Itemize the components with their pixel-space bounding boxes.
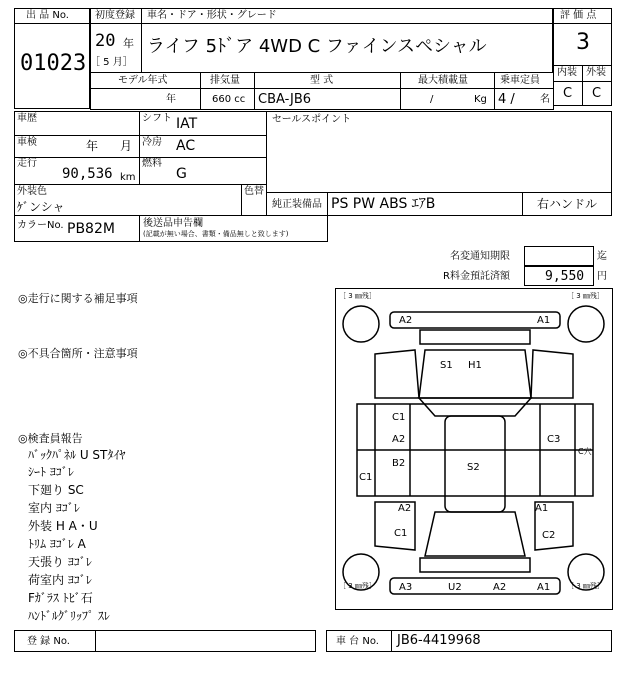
- interior-grade: C: [563, 86, 573, 101]
- model-year-suffix: 年: [166, 94, 176, 105]
- mileage: 90,536: [62, 166, 113, 182]
- damage-mark: B2: [392, 458, 406, 469]
- damage-mark: S1: [440, 360, 453, 371]
- car-name: ライフ 5ﾄﾞア 4WD C ファインスペシャル: [147, 36, 487, 57]
- docs-note: (記載が無い場合、書類・備品無しと致します): [143, 230, 289, 238]
- max-load: /: [430, 94, 434, 105]
- damage-mark: A2: [392, 434, 406, 445]
- mileage-unit: km: [120, 172, 136, 183]
- inspector-item: 天張り ﾖｺﾞﾚ: [28, 555, 92, 569]
- capacity-label: 乗車定員: [500, 75, 540, 86]
- damage-mark: A3: [399, 582, 413, 593]
- handle: 右ハンドル: [537, 197, 598, 211]
- damage-mark: A1: [537, 315, 551, 326]
- docs-label: 後送品申告欄: [143, 218, 203, 229]
- damage-mark: H1: [468, 360, 482, 371]
- inspector-item: ｼｰﾄ ﾖｺﾞﾚ: [28, 465, 74, 479]
- max-load-unit: Kg: [474, 94, 487, 105]
- damage-mark: S2: [467, 462, 480, 473]
- shift-label: シフト: [142, 113, 172, 124]
- capacity-unit: 名: [540, 94, 550, 105]
- damage-mark: C1: [392, 412, 406, 423]
- recolor-label: 色替: [244, 186, 264, 197]
- damage-mark: C穴: [578, 447, 592, 456]
- tire-tread-rl: ［ 3 ㎜残］: [339, 582, 376, 590]
- inspection-month: 月: [120, 139, 133, 153]
- first-reg-year: 20: [95, 31, 116, 51]
- deadline-unit: 迄: [597, 251, 607, 262]
- recycle-label: R料金預託済額: [443, 271, 510, 282]
- damage-mark: A2: [399, 315, 413, 326]
- reg-no-cell: [95, 630, 316, 652]
- first-reg-label: 初度登録: [95, 10, 135, 21]
- damage-mark: A2: [493, 582, 507, 593]
- rating: 3: [576, 30, 590, 55]
- car-damage-diagram: [335, 288, 613, 610]
- first-reg-month: ［ 5 月］: [90, 57, 133, 68]
- recycle-unit: 円: [597, 271, 607, 282]
- inspector-item: 荷室内 ﾖｺﾞﾚ: [28, 573, 92, 587]
- driving-remarks-label: ◎走行に関する補足事項: [18, 292, 138, 305]
- capacity: 4 /: [498, 92, 515, 107]
- exterior-label: 外装: [586, 67, 606, 78]
- lot-no-label: 出 品 No.: [26, 10, 69, 21]
- inspector-item: ﾄﾘﾑ ﾖｺﾞﾚ A: [28, 537, 86, 551]
- inspector-item: ﾊﾞｯｸﾊﾟﾈﾙ U STﾀｲﾔ: [28, 448, 126, 462]
- ac-label: 冷房: [142, 137, 162, 148]
- inspector-item: 下廻り SC: [28, 483, 84, 497]
- damage-mark: C1: [359, 472, 373, 483]
- interior-label: 内装: [557, 67, 577, 78]
- chassis-label: 車 台 No.: [336, 636, 379, 647]
- ac: AC: [176, 138, 196, 154]
- color-no: PB82M: [67, 221, 115, 237]
- damage-mark: U2: [448, 582, 462, 593]
- deadline-label: 名変通知期限: [450, 251, 510, 262]
- shift: IAT: [176, 116, 198, 132]
- color-no-label: カラーNo.: [17, 220, 64, 231]
- damage-mark: C3: [547, 434, 561, 445]
- fuel: G: [176, 166, 187, 182]
- exterior-grade: C: [592, 86, 602, 101]
- reg-no-label: 登 録 No.: [27, 636, 70, 647]
- chassis-no: JB6-4419968: [397, 633, 481, 648]
- inspector-item: Fｶﾞﾗｽ ﾄﾋﾞ石: [28, 591, 93, 605]
- equipment-label: 純正装備品: [272, 199, 322, 210]
- inspection-year: 年: [86, 139, 99, 153]
- damage-mark: A2: [398, 503, 412, 514]
- type: CBA-JB6: [258, 92, 312, 107]
- color: ｹﾞンシャ: [17, 200, 65, 214]
- fuel-label: 燃料: [142, 158, 162, 169]
- equipment: PS PW ABS ｴｱB: [331, 196, 436, 212]
- max-load-label: 最大積載量: [418, 75, 468, 86]
- inspector-report-label: ◎検査員報告: [18, 432, 83, 445]
- inspector-item: 室内 ﾖｺﾞﾚ: [28, 501, 80, 515]
- inspection-label: 車検: [17, 137, 37, 148]
- deadline-cell: [524, 246, 594, 266]
- inspector-item: 外装 H A・U: [28, 519, 98, 533]
- car-name-label: 車名・ドア・形状・グレード: [147, 10, 277, 21]
- mileage-label: 走行: [17, 158, 37, 169]
- model-year-cell: [90, 88, 201, 110]
- history-label: 車歴: [17, 113, 37, 124]
- damage-mark: A1: [535, 503, 549, 514]
- displacement-label: 排気量: [210, 75, 240, 86]
- displacement: 660 cc: [212, 94, 246, 105]
- tire-tread-rr: ［ 3 ㎜残］: [567, 582, 604, 590]
- damage-mark: C2: [542, 530, 556, 541]
- tire-tread-fr: ［ 3 ㎜残］: [567, 292, 604, 300]
- damage-mark: A1: [537, 582, 551, 593]
- recycle: 9,550: [545, 269, 585, 284]
- defects-label: ◎不具合箇所・注意事項: [18, 347, 138, 360]
- tire-tread-fl: ［ 3 ㎜残］: [339, 292, 376, 300]
- first-reg-year-suffix: 年: [123, 37, 134, 50]
- sales-points-label: セールスポイント: [272, 114, 352, 125]
- rating-label: 評 価 点: [560, 10, 597, 21]
- lot-no: 01023: [20, 51, 87, 76]
- damage-mark: C1: [394, 528, 408, 539]
- inspector-item: ﾊﾝﾄﾞﾙｸﾞﾘｯﾌﾟ ｽﾚ: [28, 609, 110, 623]
- type-label: 型 式: [310, 75, 334, 86]
- color-label: 外装色: [17, 186, 47, 197]
- model-year-label: モデル年式: [118, 75, 168, 86]
